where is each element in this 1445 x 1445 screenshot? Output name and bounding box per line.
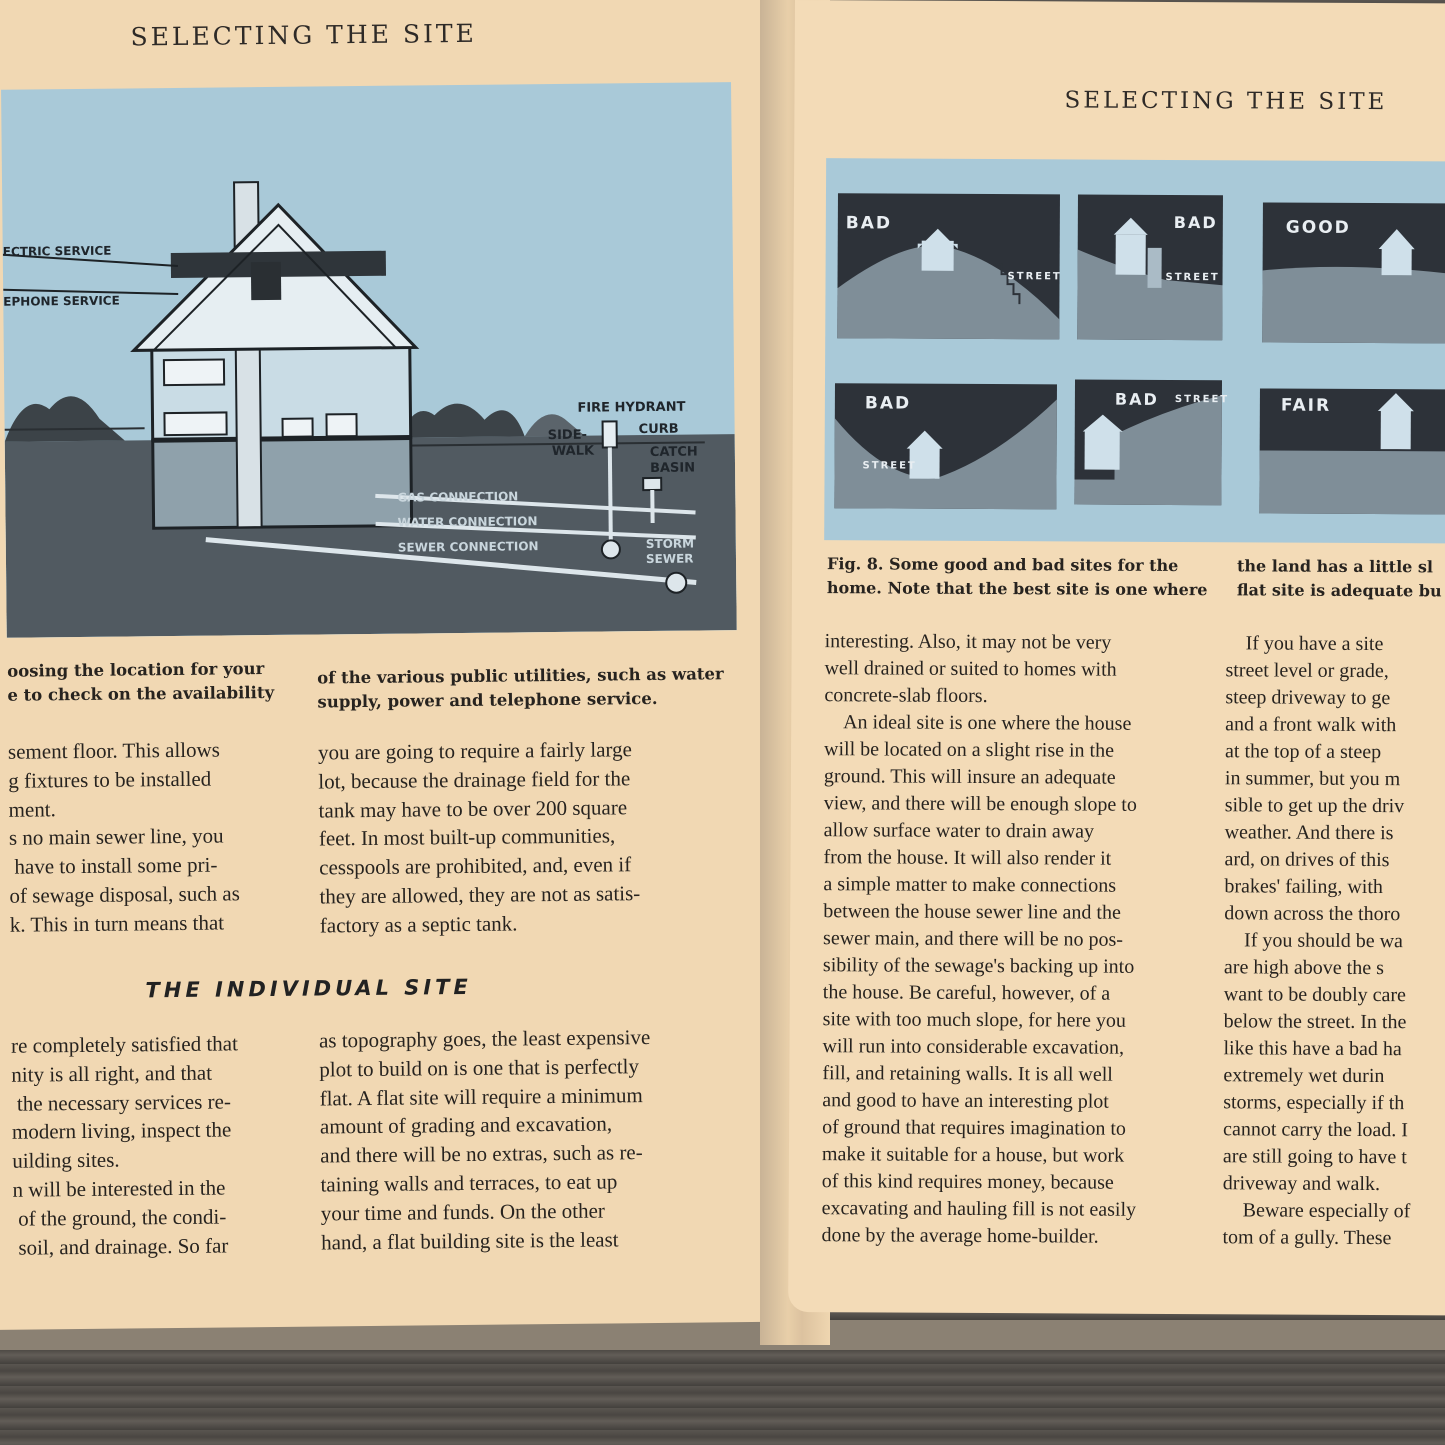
site-panel-3 <box>1262 202 1445 343</box>
catch-basin-label-1: CATCH <box>649 444 698 461</box>
fig8-caption-continued: the land has a little sl flat site is adequate bu <box>1236 556 1442 601</box>
fire-hydrant-label: FIRE HYDRANT <box>577 399 686 416</box>
panel-1-rating: BAD <box>845 213 893 234</box>
curb-label: CURB <box>638 421 679 438</box>
electric-service-label: ECTRIC SERVICE <box>2 243 112 259</box>
catch-basin-label-2: BASIN <box>649 460 696 477</box>
panel-5-rating: BAD <box>1114 389 1159 409</box>
site-panel-5 <box>1074 379 1229 505</box>
site-panels-illustration <box>824 158 1445 543</box>
body-text-col2: you are going to require a fairly large lot, because the drainage field for the tank may have to be over 200 square feet. In most built-up communities, cesspools are prohibited, and, even if they are allowed, they are not as satis- factory as a septic tank. <box>317 737 641 938</box>
figure-caption-right: of the various public utilities, such as water supply, power and telephone service. <box>317 664 724 712</box>
site-panel-1 <box>837 193 1062 339</box>
site-panel-4 <box>834 383 1057 509</box>
panel-1-street: STREET <box>1007 271 1062 283</box>
panel-3-rating: GOOD <box>1285 217 1351 238</box>
site-comparison-figure <box>824 158 1445 543</box>
site-panel-6 <box>1259 388 1445 514</box>
panel-4-rating: BAD <box>864 393 912 414</box>
sidewalk-label-1: SIDE- <box>547 427 588 444</box>
panel-4-street: STREET <box>862 460 917 472</box>
storm-sewer-label-2: SEWER <box>645 551 694 567</box>
water-connection-label: WATER CONNECTION <box>397 514 538 530</box>
fig8-caption: Fig. 8. Some good and bad sites for the home. Note that the best site is one where <box>826 554 1208 600</box>
gas-connection-label: GAS CONNECTION <box>397 489 519 505</box>
site-panel-2 <box>1077 194 1223 340</box>
panel-5-street: STREET <box>1174 393 1230 406</box>
right-body-col1: interesting. Also, it may not be very well drained or suited to homes with concrete-slab floors. An ideal site is one where the house will be located on a slight rise in the ground. This will insure an adequate view, and there will be enough slope to allow surface water to drain away from the house. It will also render it a simple matter to make connections between the house sewer line and the sewer main, and there will be no pos- sibility of the sewage's backing up into the house. Be careful, however, of a site with too much slope, for here you will run into considerable excavation, fill, and retaining walls. It is all well and good to have an interesting plot of ground that requires imagination to make it suitable for a house, but work of this kind requires money, because excavating and hauling fill is not easily done by the average home-builder. <box>821 630 1137 1248</box>
figure-caption-left: oosing the location for your e to check on the availability <box>7 659 275 705</box>
telephone-service-label: EPHONE SERVICE <box>3 293 120 309</box>
body-text-col4: as topography goes, the least expensive plot to build on is one that is perfectly flat. A flat site will require a minimum amount of grading and excavation, and there will be no extras, such as re- taining walls and terraces, to eat up your time and funds. On the other hand, a flat building site is the least <box>318 1025 651 1255</box>
section-heading: THE INDIVIDUAL SITE <box>145 974 472 1003</box>
panel-2-rating: BAD <box>1173 212 1218 233</box>
body-text-col1: sement floor. This allows g fixtures to be installed ment. s no main sewer line, you have to install some pri- of sewage disposal, such as k. This in turn means that <box>7 737 240 937</box>
running-head-left: SELECTING THE SITE <box>130 18 477 52</box>
panel-2-street: STREET <box>1165 271 1220 284</box>
panel-6-rating: FAIR <box>1280 395 1332 416</box>
sidewalk-label-2: WALK <box>551 443 595 460</box>
house-utilities-illustration <box>1 82 737 638</box>
sewer-connection-label: SEWER CONNECTION <box>397 539 539 555</box>
right-page <box>788 0 1445 1316</box>
body-text-col3: re completely satisfied that nity is all right, and that the necessary services re- modern living, inspect the uilding sites. n will be interested in the of the ground, the condi- soil, and drainage. So far <box>10 1031 239 1260</box>
right-body-col2: If you have a site street level or grade, steep driveway to ge and a front walk with at the top of a steep in summer, but you m sible to get up the driv weather. And there is ard, on drives of this brakes' failing, with down across the thoro If you should be wa are high above the s want to be doubly care below the street. In the like this have a bad ha extremely wet durin storms, especially if th cannot carry the load. I are still going to have t driveway and walk. Beware especially of tom of a gully. These <box>1222 632 1411 1250</box>
storm-sewer-label-1: STORM <box>645 536 695 552</box>
utilities-cutaway-figure <box>1 82 737 638</box>
running-head-right: SELECTING THE SITE <box>1064 87 1388 116</box>
